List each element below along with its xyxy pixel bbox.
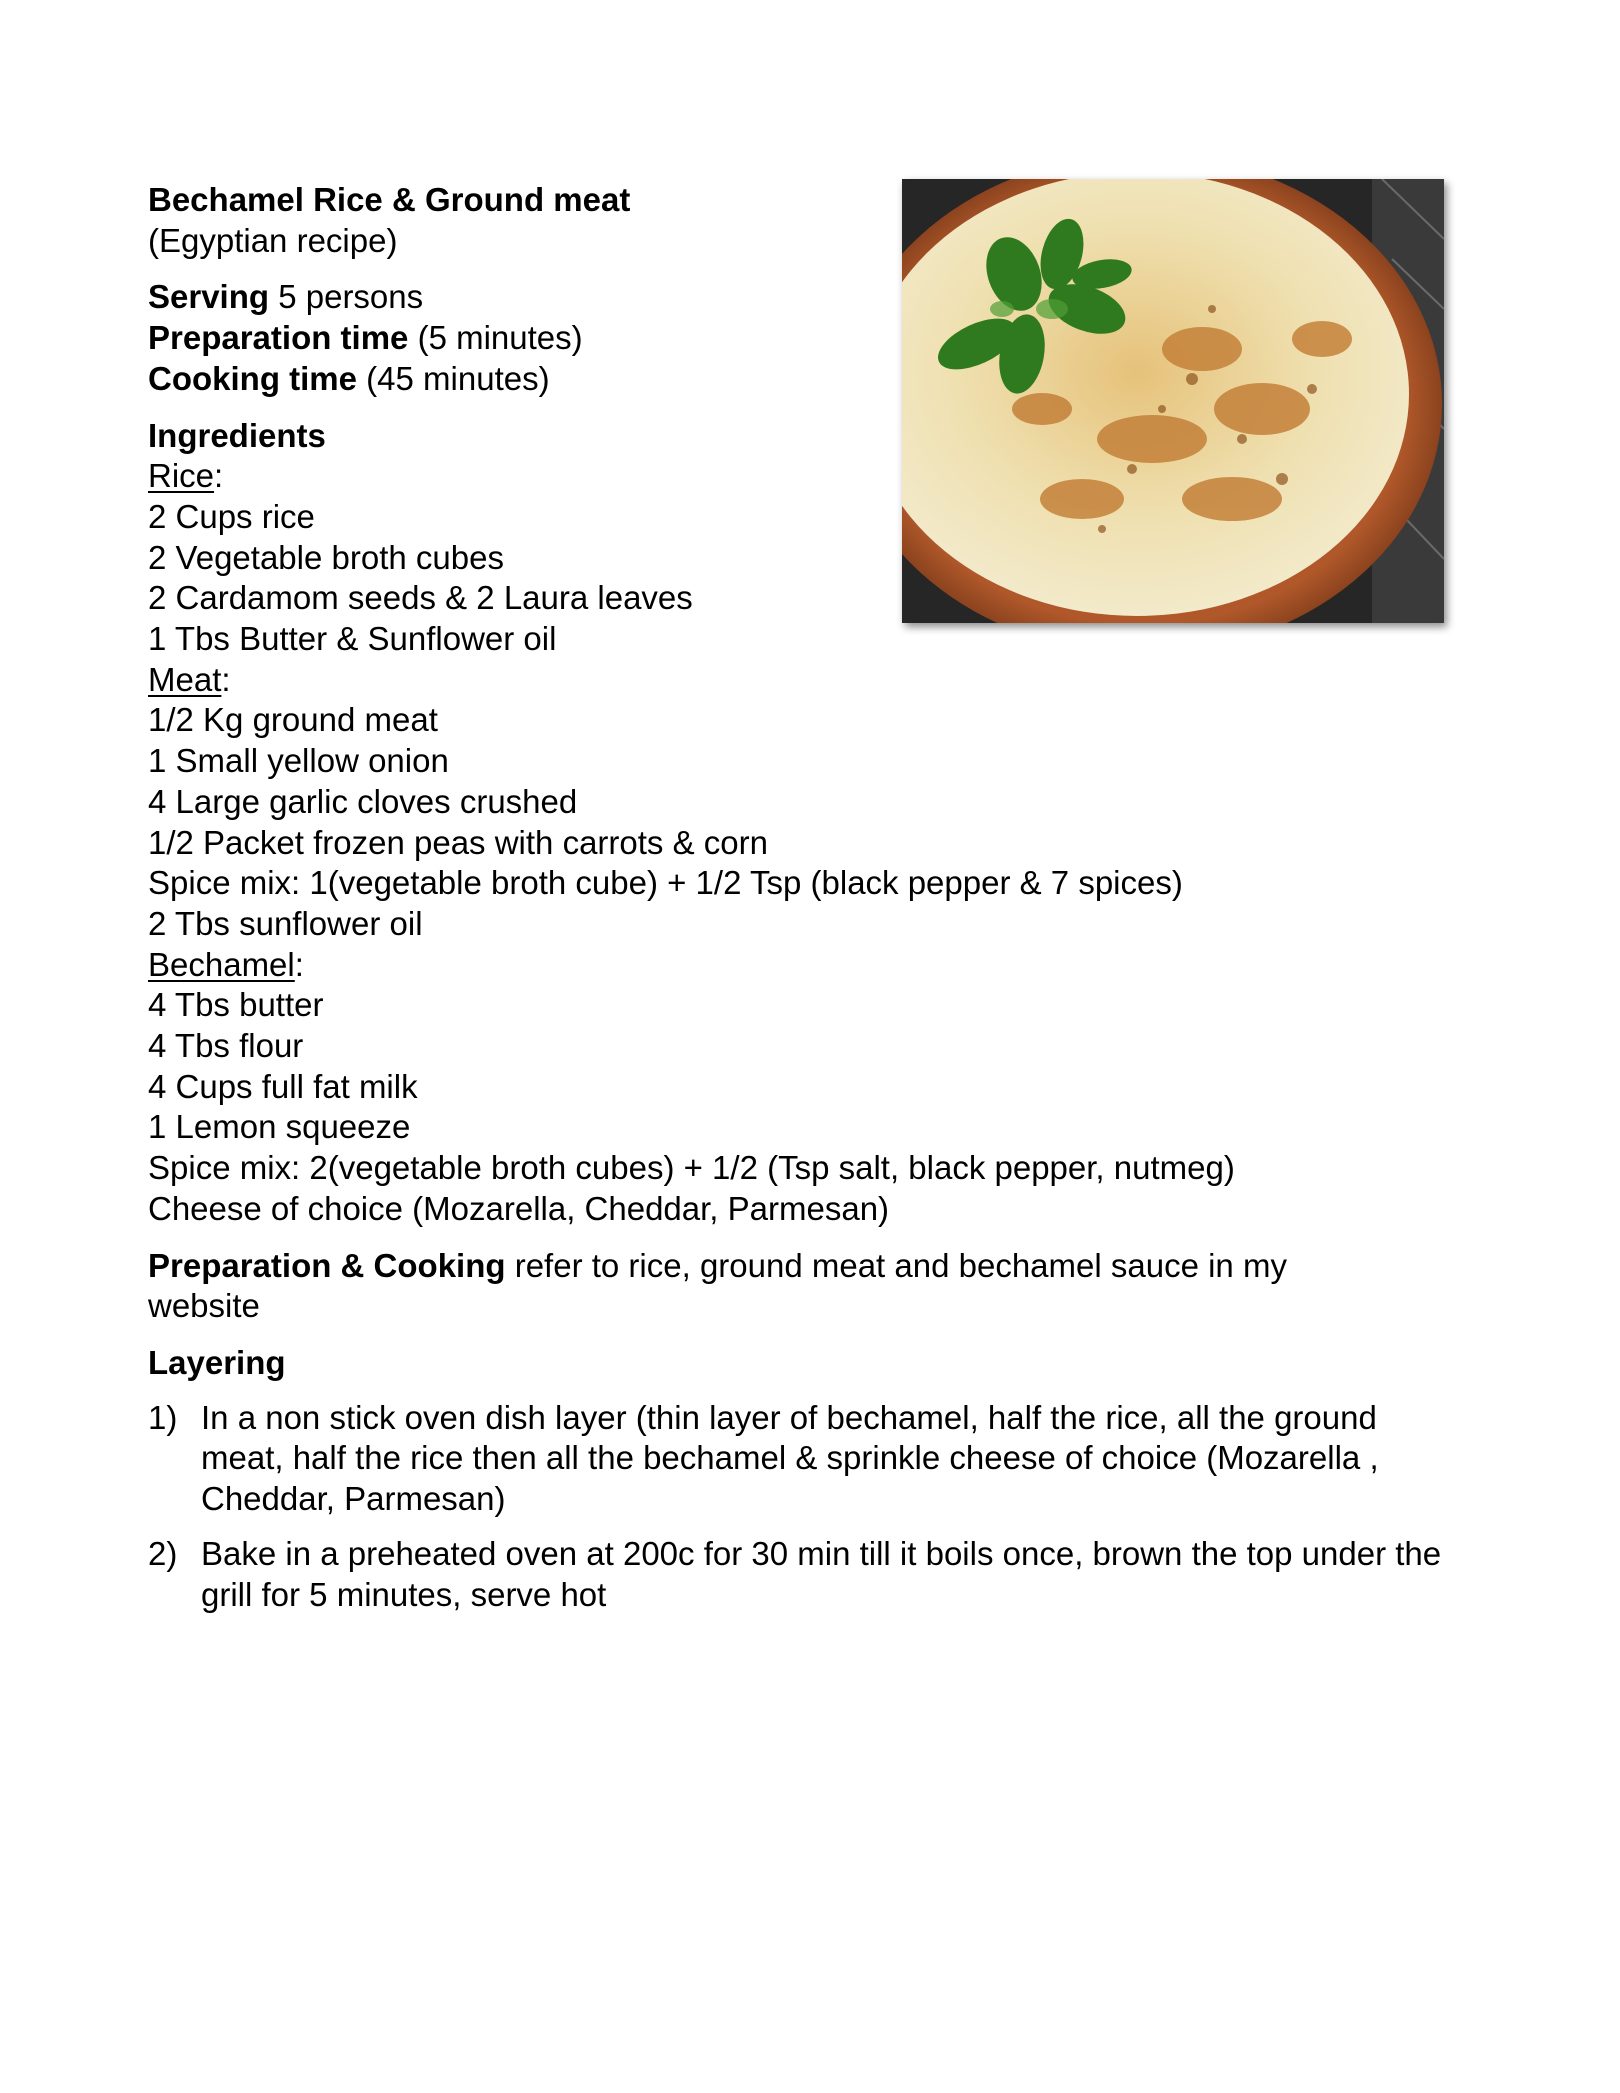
rice-colon: : (214, 457, 224, 495)
rice-heading: Rice (148, 457, 215, 495)
ingredient-item: 4 Tbs butter (148, 986, 324, 1024)
ingredient-item: 4 Cups full fat milk (148, 1067, 418, 1105)
ingredient-item: 2 Vegetable broth cubes (148, 538, 504, 576)
serving-label: Serving (148, 278, 270, 316)
rice-subheading (148, 456, 1448, 497)
recipe-meta (148, 277, 1448, 399)
preparation-label: Preparation & Cooking (148, 1246, 506, 1284)
ingredient-item: 2 Cups rice (148, 497, 315, 535)
bechamel-subheading (148, 945, 1448, 986)
ingredients-section (148, 416, 1448, 1230)
ingredient-item: 1 Tbs Butter & Sunflower oil (148, 620, 557, 658)
step-text: Bake in a preheated oven at 200c for 30 min till it boils once, brown the top under the grill for 5 minutes, serve hot (201, 1534, 1442, 1613)
cook-time-label: Cooking time (148, 359, 358, 397)
layering-heading: Layering (148, 1343, 286, 1381)
cook-time-value: (45 minutes) (357, 359, 550, 397)
step-number: 2) (148, 1534, 178, 1572)
recipe-subtitle: (Egyptian recipe) (148, 221, 398, 259)
ingredient-item: 2 Cardamom seeds & 2 Laura leaves (148, 579, 693, 617)
layering-step (148, 1398, 1461, 1520)
cook-time-line (148, 359, 1448, 400)
meat-subheading (148, 660, 1448, 701)
recipe-text (148, 180, 1448, 1629)
ingredient-item: 1/2 Kg ground meat (148, 701, 438, 739)
ingredients-heading: Ingredients (148, 416, 326, 454)
preparation-text: refer to rice, ground meat and bechamel sauce in my website (148, 1246, 1287, 1325)
serving-line (148, 277, 1448, 318)
prep-time-value: (5 minutes) (408, 319, 583, 357)
bechamel-colon: : (294, 945, 304, 983)
layering-section (148, 1343, 1448, 1615)
ingredient-item: Spice mix: 1(vegetable broth cube) + 1/2 Tsp (black pepper & 7 spices) (148, 864, 1183, 902)
recipe-title: Bechamel Rice & Ground meat (148, 181, 631, 218)
ingredient-item: 1 Small yellow onion (148, 742, 449, 780)
layering-steps (148, 1398, 1448, 1616)
ingredient-item: 1 Lemon squeeze (148, 1108, 411, 1146)
ingredient-item: Spice mix: 2(vegetable broth cubes) + 1/2 (Tsp salt, black pepper, nutmeg) (148, 1149, 1235, 1187)
step-number: 1) (148, 1398, 178, 1436)
ingredient-item: 1/2 Packet frozen peas with carrots & corn (148, 823, 768, 861)
prep-time-line (148, 318, 1448, 359)
bechamel-heading: Bechamel (148, 945, 295, 983)
ingredient-item: 4 Large garlic cloves crushed (148, 782, 578, 820)
layering-step (148, 1534, 1461, 1615)
prep-time-label: Preparation time (148, 319, 409, 357)
ingredient-item: Cheese of choice (Mozarella, Cheddar, Parmesan) (148, 1189, 890, 1227)
serving-value: 5 persons (269, 278, 424, 316)
ingredient-item: 2 Tbs sunflower oil (148, 904, 423, 942)
step-text: In a non stick oven dish layer (thin layer of bechamel, half the rice, all the ground meat, half the rice then all the bechamel & sprinkle cheese of choice (Mozarella , Cheddar, Parmesan) (201, 1398, 1379, 1518)
ingredient-item: 4 Tbs flour (148, 1027, 304, 1065)
preparation-paragraph (148, 1246, 1398, 1327)
meat-colon: : (221, 660, 231, 698)
meat-heading: Meat (148, 660, 222, 698)
